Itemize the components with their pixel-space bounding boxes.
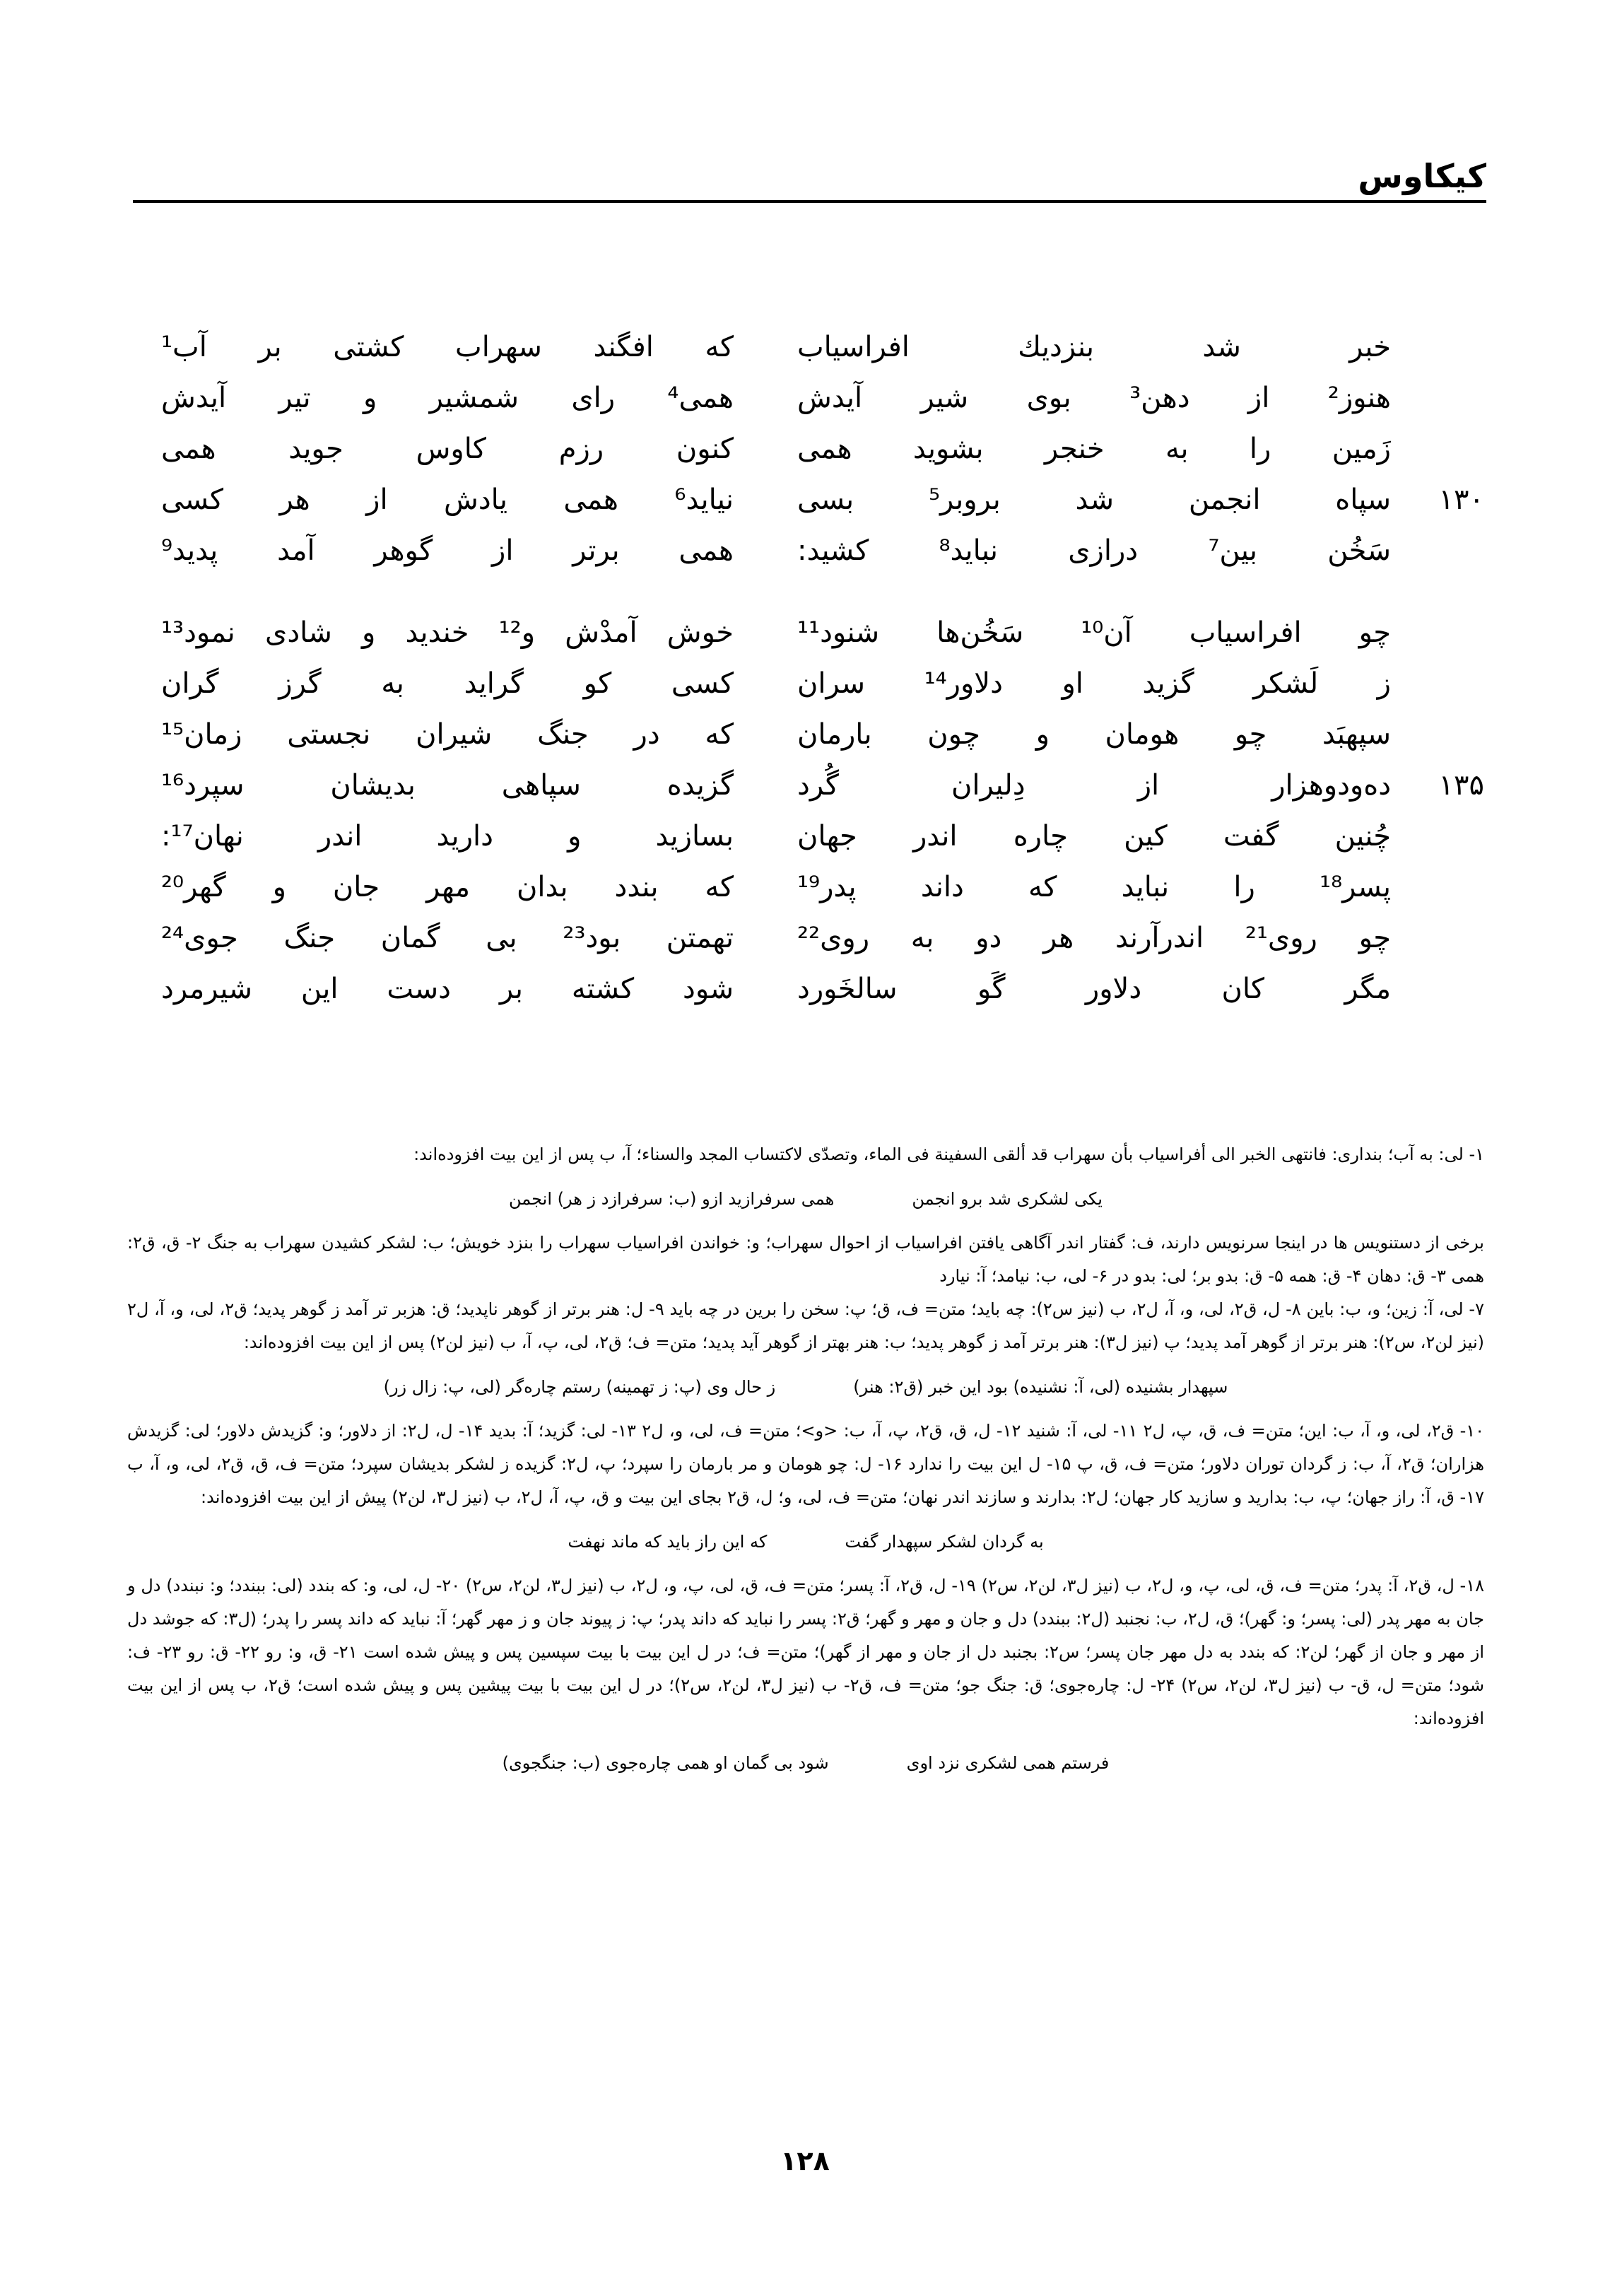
hemistich-first: ده‌ودوهزار از دِلیران گُرد (797, 769, 1391, 802)
footnote-verse-second: همی سرفرازید ازو (ب: سرفرازد ز هر) انجمن (509, 1189, 835, 1209)
hemistich-first: سپاه انجمن شد بروبر⁵ بسی (797, 484, 1391, 516)
hemistich-first: سَخُن بین⁷ درازی نباید⁸ کشید: (797, 534, 1391, 567)
stanza-2 (0, 607, 1610, 1014)
footnote-verse-24 (127, 1745, 1484, 1781)
hemistich-second: شود کشته بر دست این شیرمرد (161, 973, 734, 1005)
hemistich-first: زَمین را به خنجر بشوید همی (797, 433, 1391, 465)
hemistich-first: چُنین گفت کین چاره اندر جهان (797, 820, 1391, 853)
couplet (0, 474, 1610, 525)
couplet (0, 658, 1610, 709)
couplet (0, 913, 1610, 964)
footnote-verse-1 (127, 1181, 1484, 1217)
footnote-1: ۱- لی: به آب؛ بنداری: فانتهی الخبر الی أفراسیاب بأن سهراب قد ألقی السفینة فی الماء، وتصدّی لاکتساب المجد والسناء؛ آ، ب پس از این بیت افزوده‌اند: (413, 1144, 1484, 1164)
hemistich-second: که بندد بدان مهر جان و گهر²⁰ (161, 871, 734, 903)
couplet (0, 760, 1610, 811)
page-number: ۱۲۸ (780, 2145, 830, 2177)
hemistich-second: خوش آمدْش و¹² خندید و شادی نمود¹³ (161, 616, 734, 649)
hemistich-second: کنون رزم کاوس جوید همی (161, 433, 734, 465)
hemistich-second: تهمتن بود²³ بی گمان جنگ جوی²⁴ (161, 922, 734, 954)
poem-verses (0, 322, 1610, 1014)
footnote-verse-first: سپهدار بشنیده (لی، آ: نشنیده) بود این خبر (ق۲: هنر) (853, 1377, 1228, 1397)
footnote-1-continued: برخی از دستنویس ها در اینجا سرنویس دارند، ف: گفتار اندر آگاهی یافتن افراسیاب از احوال سهراب؛ و: خواندن افراسیاب سهراب را بنزد خویش؛ ب: لشکر کشیدن سهراب به جنگ ۲- ق، ق۲: همی ۳- ق: دهان ۴- ق: همه ۵- ق: بدو بر؛ لی: بدو در ۶- لی، ب: نیامد؛ آ: نیارد (127, 1233, 1484, 1286)
couplet (0, 373, 1610, 423)
couplet (0, 862, 1610, 913)
hemistich-first: چو افراسیاب آن¹⁰ سَخُن‌ها شنود¹¹ (797, 616, 1391, 649)
footnote-verse-first: فرستم همی لشکری نزد اوی (906, 1753, 1110, 1773)
footnote-verse-9 (127, 1369, 1484, 1405)
hemistich-first: چو روی²¹ اندرآرند هر دو به روی²² (797, 922, 1391, 954)
hemistich-second: که در جنگ شیران نجستی زمان¹⁵ (161, 718, 734, 751)
hemistich-second: همی برتر از گوهر آمد پدید⁹ (161, 534, 734, 567)
hemistich-second: که افگند سهراب کشتی بر آب¹ (161, 331, 734, 363)
hemistich-first: خبر شد بنزدیك افراسیاب (797, 331, 1391, 363)
footnote-10: ۱۰- ق۲، لی، و، آ، ب: این؛ متن= ف، ق، پ، ل۲ ۱۱- لی، آ: شنید ۱۲- ل، ق، ق۲، پ، آ، ب: <و>؛ متن= ف، لی، و، ل۲ ۱۳- لی: گزید؛ آ: بدید ۱۴- ل، ل۲: از دلاور؛ و: گزیدش دلاور؛ لی: گزیدش هزاران؛ ق۲، آ، ب: ز گردان توران دلاور؛ متن= ف، ق، پ ۱۵- ل این بیت را ندارد ۱۶- ل: چو هومان و مر بارمان را سپرد؛ پ، ل۲: گزیده ز لشکر بدیشان سپرد؛ متن= ف، ق، ق۲، لی، و، آ، ب ۱۷- ق، آ: راز جهان؛ پ، ب: بدارید و سازید کار جهان؛ ل۲: بدارند و سازند اندر نهان؛ متن= ف، لی، و؛ ل، ق۲ بجای این بیت و ق، پ، آ، ل۲، ب (نیز ل۳، لن۲) پیش از این بیت افزوده‌اند: (127, 1421, 1485, 1507)
header-divider (133, 200, 1486, 203)
hemistich-first: ز لَشکر گزید او دلاور¹⁴ سران (797, 667, 1391, 700)
hemistich-first: سپهبَد چو هومان و چون بارمان (797, 718, 1391, 751)
verse-number: ۱۳۰ (1438, 484, 1484, 516)
footnote-verse-17 (127, 1524, 1484, 1559)
hemistich-first: مگر کان دلاور گَو سالخَورد (797, 973, 1391, 1005)
stanza-gap (0, 576, 1610, 607)
couplet (0, 709, 1610, 760)
hemistich-second: کسی کو گراید به گرز گران (161, 667, 734, 700)
footnotes-apparatus (127, 1138, 1484, 1791)
footnote-verse-first: به گردان لشکر سپهدار گفت (845, 1532, 1044, 1552)
hemistich-second: بسازید و دارید اندر نهان¹⁷: (161, 820, 734, 853)
couplet (0, 811, 1610, 862)
footnote-verse-second: شود بی گمان او همی چاره‌جوی (ب: جنگجوی) (502, 1753, 829, 1773)
verse-number: ۱۳۵ (1438, 769, 1484, 802)
couplet (0, 423, 1610, 474)
hemistich-second: گزیده سپاهی بدیشان سپرد¹⁶ (161, 769, 734, 802)
footnote-18: ۱۸- ل، ق۲، آ: پدر؛ متن= ف، ق، لی، پ، و، ل۲، ب (نیز ل۳، لن۲، س۲) ۱۹- ل، ق۲، آ: پسر؛ متن= ف، ق، لی، پ، و، ل۲، ب (نیز ل۳، لن۲، س۲) ۲۰- ل، لی، و: که بندد (لی: ببندد؛ و: نبندد) دل و جان به مهر پدر (لی: پسر؛ و: گهر)؛ ق، ل۲، ب: نجنبد (ل۲: ببندد) دل و جان و مهر و گهر؛ ق۲: پسر را نباید که داند پدر؛ پ: ز پیوند جان و ز مهر گهر؛ آ: نباید که داند پسر را پدر؛ (ل۳: که جوشد دل از مهر و جان از گهر؛ لن۲: که بندد به دل مهر جان پسر؛ س۲: بجنبد دل از جان و مهر از گهر)؛ متن= ف؛ در ل این بیت با بیت سپسین پس و پیش شده است ۲۱- ق، و: رو ۲۲- ق: رو ۲۳- ف: شود؛ متن= ل، ق- ب (نیز ل۳، لن۲، س۲) ۲۴- ل: چاره‌جوی؛ ق: جنگ جو؛ متن= ف، ق۲- ب (نیز ل۳، لن۲، س۲)؛ در ل این بیت با بیت پیشین پس و پیش شده است؛ ق۲، ب پس از این بیت افزوده‌اند: (127, 1576, 1485, 1728)
hemistich-first: هنوز² از دهن³ بوی شیر آیدش (797, 382, 1391, 414)
stanza-1 (0, 322, 1610, 576)
footnote-7: ۷- لی، آ: زین؛ و، ب: باین ۸- ل، ق۲، لی، و، آ، ل۲، ب (نیز س۲): چه باید؛ متن= ف، ق؛ پ: سخن را برین در چه باید ۹- ل: هنر برتر از گوهر ناپدید؛ ق: هزبر تر آمد ز گوهر پدید؛ ق۲، لی، و، آ، ل۲ (نیز لن۲، س۲): هنر برتر از گوهر آمد پدید؛ پ (نیز ل۳): هنر برتر آمد ز گوهر پدید؛ ب: هنر بهتر از گوهر آید پدید؛ متن= ف؛ ق۲، لی، پ، آ، ب (نیز لن۲) پس از این بیت افزوده‌اند: (127, 1299, 1484, 1352)
footnote-verse-second: ز حال وی (پ: ز تهمینه) رستم چاره‌گر (لی، پ: زال زر) (383, 1377, 776, 1397)
footnote-verse-first: یکی لشکری شد برو انجمن (912, 1189, 1103, 1209)
hemistich-first: پسر¹⁸ را نباید که داند پدر¹⁹ (797, 871, 1391, 903)
footnote-verse-second: که این راز باید که ماند نهفت (568, 1532, 768, 1552)
hemistich-second: همی⁴ رای شمشیر و تیر آیدش (161, 382, 734, 414)
couplet (0, 322, 1610, 373)
hemistich-second: نیاید⁶ همی یادش از هر کسی (161, 484, 734, 516)
couplet (0, 525, 1610, 576)
page-header-title: کیکاوس (1358, 157, 1486, 195)
couplet (0, 964, 1610, 1014)
couplet (0, 607, 1610, 658)
